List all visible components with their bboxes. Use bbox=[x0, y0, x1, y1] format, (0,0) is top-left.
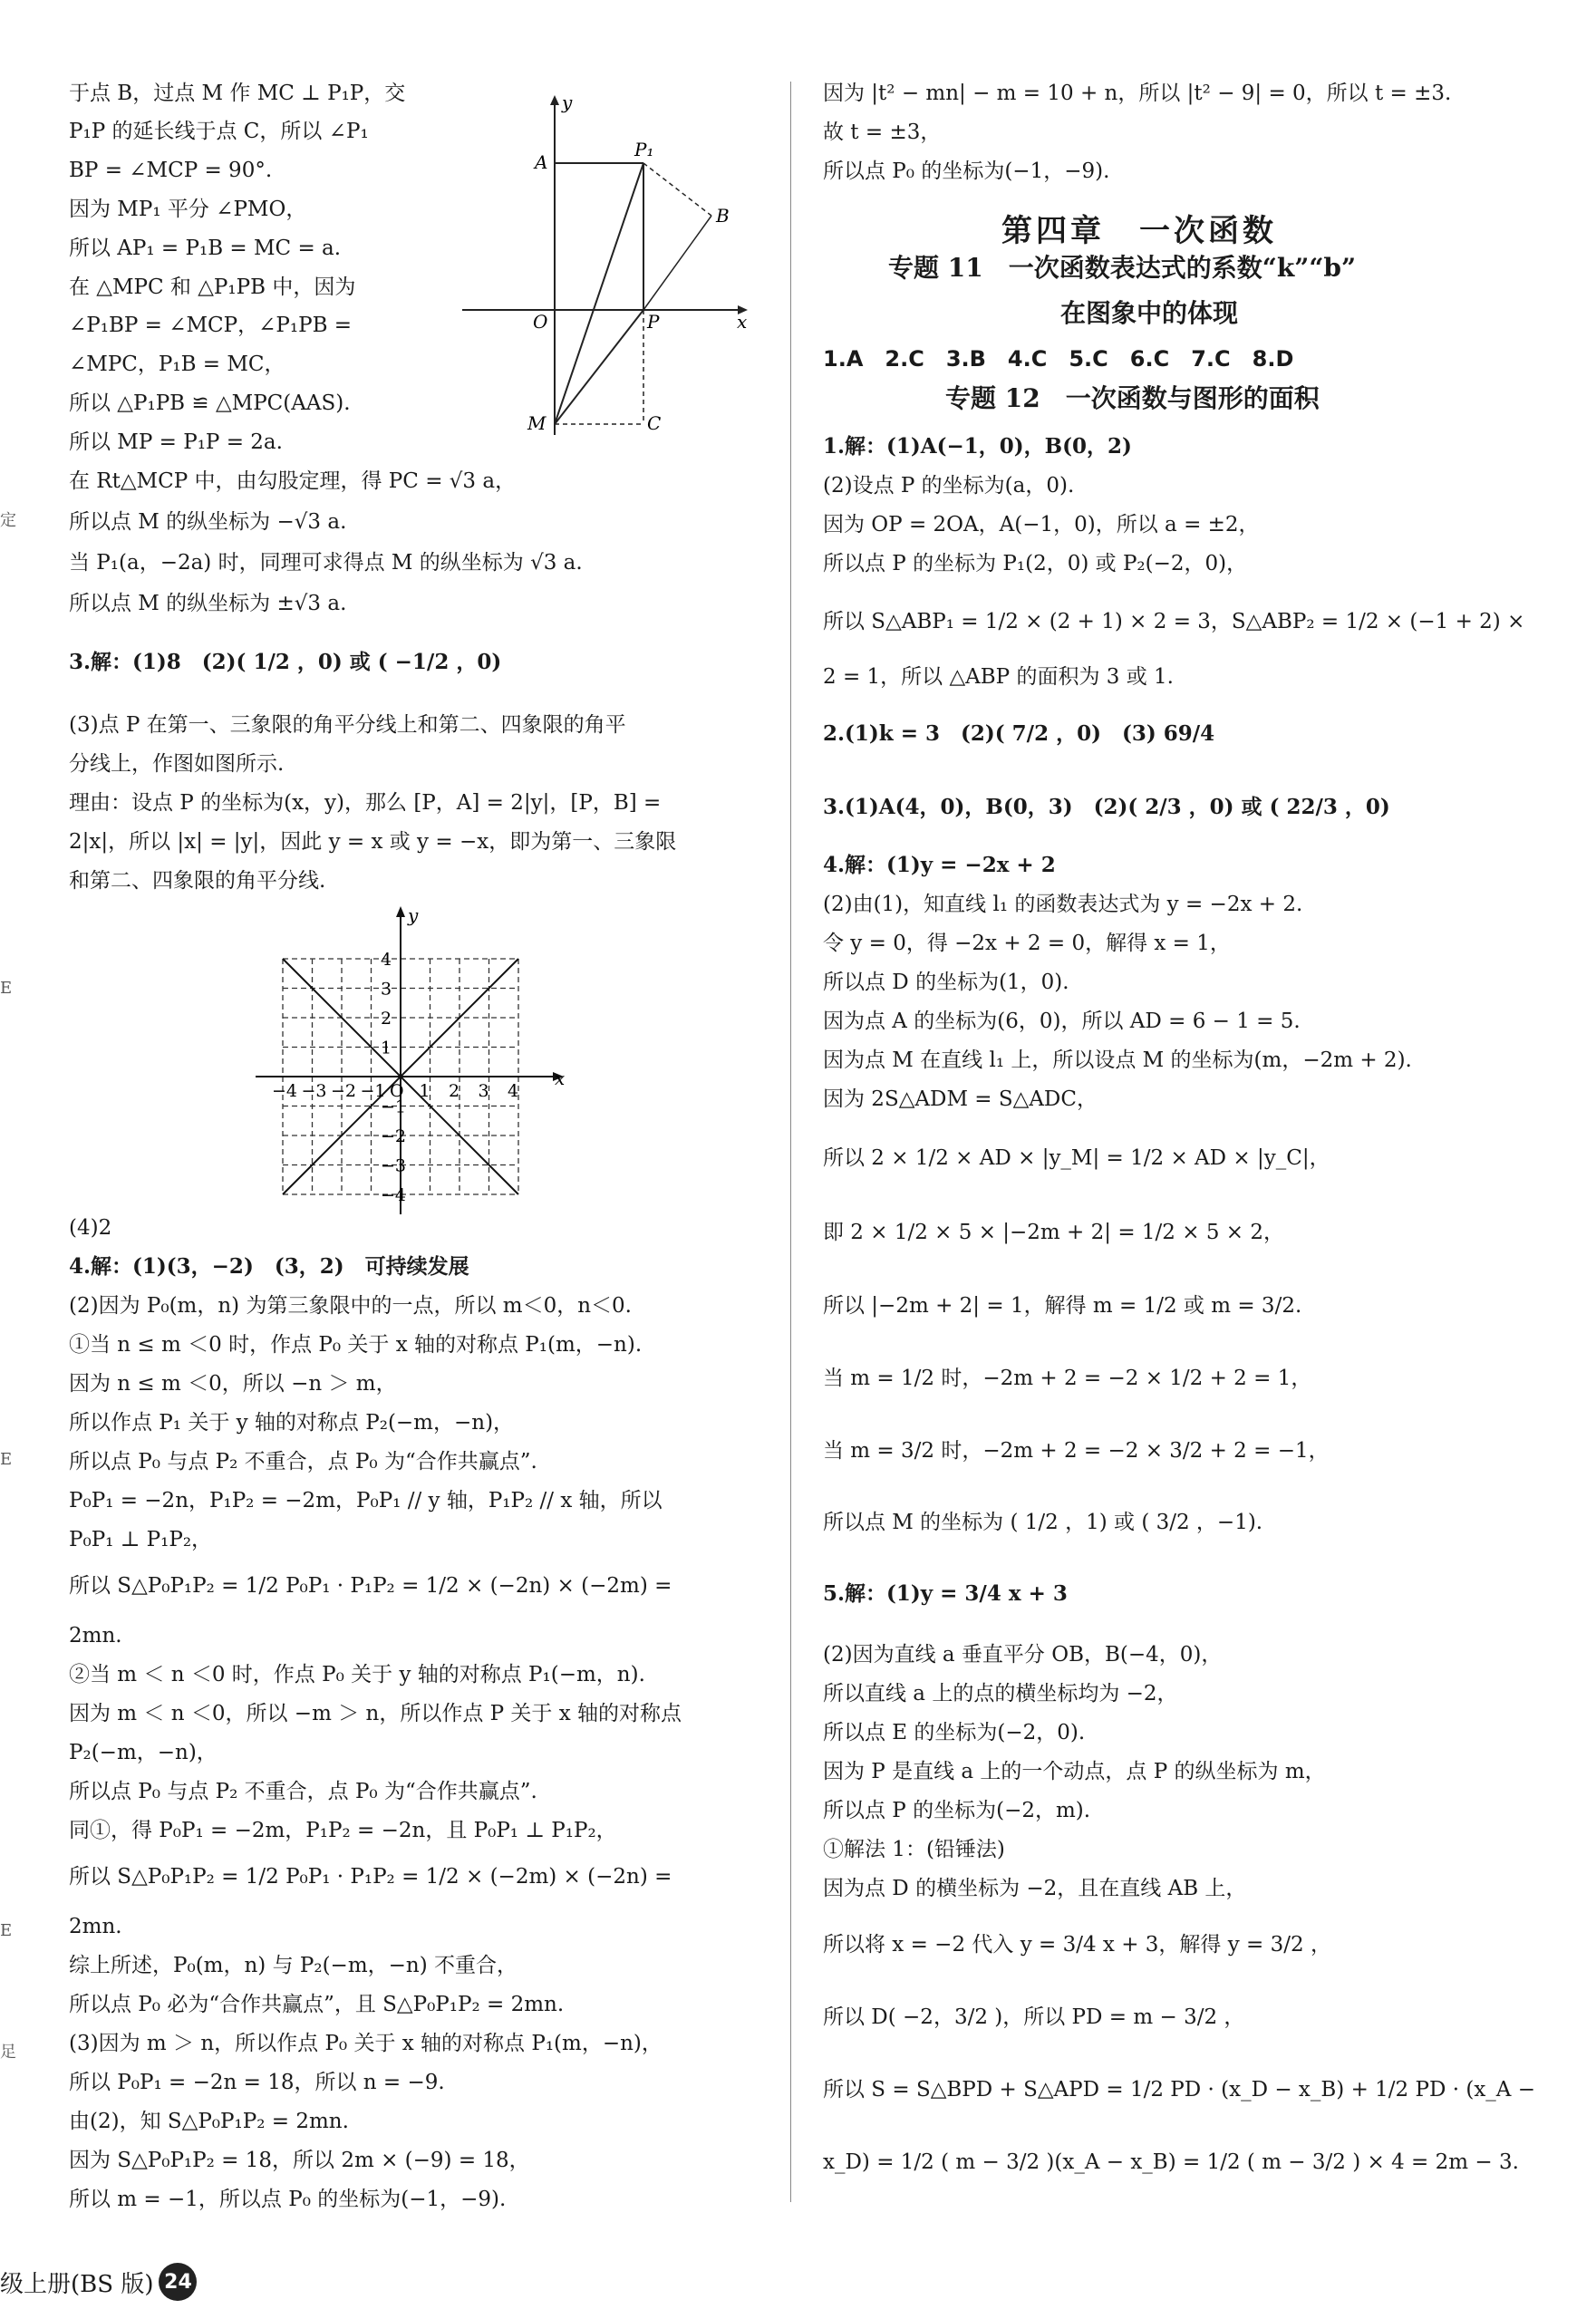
right-line: 所以点 P 的坐标为(−2，m). bbox=[823, 1799, 1091, 1822]
right-line: 所以点 E 的坐标为(−2，0). bbox=[823, 1721, 1086, 1744]
right-line: 所以点 D 的坐标为(1，0). bbox=[823, 971, 1069, 994]
left-line: 2|x|，所以 |x| = |y|，因此 y = x 或 y = −x，即为第一、三象限 bbox=[69, 830, 677, 854]
coordinate-grid-figure bbox=[245, 902, 571, 1223]
right-line: 所以 |−2m + 2| = 1，解得 m = 1/2 或 m = 3/2. bbox=[823, 1294, 1302, 1318]
left-line: (4)2 bbox=[69, 1216, 112, 1240]
margin-char: E bbox=[0, 1450, 13, 1469]
fig1-label-x: x bbox=[737, 311, 748, 333]
x-tick-label: 1 bbox=[419, 1081, 430, 1101]
column-divider bbox=[790, 82, 791, 2202]
left-line: 由(2)，知 S△P₀P₁P₂ = 2mn. bbox=[69, 2110, 349, 2133]
left-line: 所以点 P₀ 与点 P₂ 不重合，点 P₀ 为“合作共赢点”. bbox=[69, 1450, 537, 1474]
right-line: 2 = 1，所以 △ABP 的面积为 3 或 1. bbox=[823, 665, 1174, 689]
left-line: 因为 MP₁ 平分 ∠PMO， bbox=[69, 198, 307, 221]
fig2-x-label: x bbox=[555, 1068, 566, 1089]
left-line: 因为 m ＜ n ＜0，所以 −m ＞ n，所以作点 P 关于 x 轴的对称点 bbox=[69, 1702, 682, 1725]
left-line: ∠P₁BP = ∠MCP，∠P₁PB = bbox=[69, 314, 353, 337]
y-tick-label: 4 bbox=[381, 950, 392, 970]
fig1-label-O: O bbox=[533, 311, 548, 333]
x-tick-label: 2 bbox=[449, 1081, 460, 1101]
x-tick-label: −1 bbox=[360, 1081, 386, 1101]
fig1-label-P1: P₁ bbox=[634, 139, 654, 160]
page-number-badge: 24 bbox=[159, 2263, 197, 2301]
right-line: ①解法 1：(铅锤法) bbox=[823, 1838, 1005, 1861]
left-line: 所以点 P₀ 与点 P₂ 不重合，点 P₀ 为“合作共赢点”. bbox=[69, 1780, 537, 1803]
right-line: 所以 S = S△BPD + S△APD = 1/2 PD · (x_D − x_B) + 1/2 PD · (x_A − bbox=[823, 2078, 1535, 2102]
left-line: 于点 B，过点 M 作 MC ⊥ P₁P，交 bbox=[69, 82, 406, 105]
left-line: 分线上，作图如图所示. bbox=[69, 752, 285, 776]
left-line: P₀P₁ = −2n，P₁P₂ = −2m，P₀P₁ // y 轴，P₁P₂ // x 轴，所以 bbox=[69, 1489, 663, 1512]
left-line: 所以 S△P₀P₁P₂ = 1/2 P₀P₁ · P₁P₂ = 1/2 × (−2m) × (−2n) = bbox=[69, 1865, 672, 1889]
left-line: 理由：设点 P 的坐标为(x，y)，那么 [P，A] = 2|y|，[P，B] = bbox=[69, 791, 662, 815]
right-line: (2)设点 P 的坐标为(a，0). bbox=[823, 474, 1075, 498]
left-line: 在 Rt△MCP 中，由勾股定理，得 PC = √3 a， bbox=[69, 469, 517, 493]
right-line: 所以点 P₀ 的坐标为(−1，−9). bbox=[823, 159, 1110, 183]
right-line: 令 y = 0，得 −2x + 2 = 0，解得 x = 1， bbox=[823, 932, 1231, 955]
left-line: 所以 P₀P₁ = −2n = 18，所以 n = −9. bbox=[69, 2071, 445, 2094]
x-tick-label: −3 bbox=[301, 1081, 327, 1101]
right-line: 所以点 M 的坐标为 ( 1/2 ，1) 或 ( 3/2 ，−1). bbox=[823, 1511, 1263, 1534]
left-line: 2mn. bbox=[69, 1915, 122, 1938]
right-line: 5.解：(1)y = 3/4 x + 3 bbox=[823, 1581, 1068, 1606]
x-tick-label: −4 bbox=[272, 1081, 298, 1101]
fig1-label-P: P bbox=[647, 311, 660, 333]
left-line: 综上所述，P₀(m，n) 与 P₂(−m，−n) 不重合， bbox=[69, 1954, 518, 1977]
right-line: 专题 11 一次函数表达式的系数“k”“b” bbox=[888, 253, 1357, 283]
left-line: 和第二、四象限的角平分线. bbox=[69, 869, 326, 893]
right-line: 因为 |t² − mn| − m = 10 + n，所以 |t² − 9| = 0，所以 t = ±3. bbox=[823, 82, 1452, 105]
left-line: 所以 AP₁ = P₁B = MC = a. bbox=[69, 237, 342, 260]
right-line: 所以直线 a 上的点的横坐标均为 −2， bbox=[823, 1682, 1178, 1705]
margin-char: E bbox=[0, 979, 13, 998]
fig1-label-A: A bbox=[535, 151, 548, 173]
left-line: 所以 MP = P₁P = 2a. bbox=[69, 430, 283, 454]
left-line: P₂(−m，−n)， bbox=[69, 1741, 218, 1764]
right-line: (2)因为直线 a 垂直平分 OB，B(−4，0)， bbox=[823, 1643, 1223, 1667]
right-line: 所以 2 × 1/2 × AD × |y_M| = 1/2 × AD × |y_C|， bbox=[823, 1146, 1330, 1170]
left-line: 所以点 M 的纵坐标为 ±√3 a. bbox=[69, 592, 347, 615]
left-line: ②当 m ＜ n ＜0 时，作点 P₀ 关于 y 轴的对称点 P₁(−m，n). bbox=[69, 1663, 645, 1686]
right-line: 3.(1)A(4，0)，B(0，3) (2)( 2/3 ，0) 或 ( 22/3 ，0) bbox=[823, 795, 1390, 819]
fig1-label-C: C bbox=[647, 412, 662, 434]
left-line: 所以作点 P₁ 关于 y 轴的对称点 P₂(−m，−n)， bbox=[69, 1411, 515, 1435]
right-line: x_D) = 1/2 ( m − 3/2 )(x_A − x_B) = 1/2 ( m − 3/2 ) × 4 = 2m − 3. bbox=[823, 2150, 1519, 2174]
y-tick-label: 3 bbox=[381, 979, 392, 1000]
y-tick-label: 1 bbox=[381, 1038, 392, 1058]
left-line: 因为 n ≤ m ＜0，所以 −n ＞ m， bbox=[69, 1372, 397, 1396]
left-line: 所以点 P₀ 必为“合作共赢点”，且 S△P₀P₁P₂ = 2mn. bbox=[69, 1993, 565, 2016]
x-tick-label: 4 bbox=[508, 1081, 519, 1101]
left-line: 在 △MPC 和 △P₁PB 中，因为 bbox=[69, 275, 356, 299]
left-line: 所以点 M 的纵坐标为 −√3 a. bbox=[69, 510, 347, 534]
right-line: 2.(1)k = 3 (2)( 7/2 ，0) (3) 69/4 bbox=[823, 721, 1215, 746]
page-footer bbox=[0, 2263, 197, 2301]
x-tick-label: 3 bbox=[478, 1081, 489, 1101]
right-line: 所以 S△ABP₁ = 1/2 × (2 + 1) × 2 = 3，S△ABP₂ = 1/2 × (−1 + 2) × bbox=[823, 610, 1525, 633]
left-line: ∠MPC，P₁B = MC， bbox=[69, 353, 285, 376]
fig1-label-M: M bbox=[527, 412, 547, 434]
y-tick-label: −4 bbox=[381, 1185, 407, 1205]
left-line: (2)因为 P₀(m，n) 为第三象限中的一点，所以 m＜0，n＜0. bbox=[69, 1294, 632, 1318]
left-line: ①当 n ≤ m ＜0 时，作点 P₀ 关于 x 轴的对称点 P₁(m，−n). bbox=[69, 1333, 643, 1357]
right-line: 因为点 M 在直线 l₁ 上，所以设点 M 的坐标为(m，−2m + 2). bbox=[823, 1048, 1412, 1072]
right-line: 当 m = 1/2 时，−2m + 2 = −2 × 1/2 + 2 = 1， bbox=[823, 1367, 1312, 1390]
fig1-label-y: y bbox=[562, 92, 573, 113]
right-line: 即 2 × 1/2 × 5 × |−2m + 2| = 1/2 × 5 × 2， bbox=[823, 1221, 1284, 1244]
right-line: 所以 D( −2，3/2 )，所以 PD = m − 3/2 ， bbox=[823, 2005, 1245, 2029]
right-line: 因为点 D 的横坐标为 −2，且在直线 AB 上， bbox=[823, 1877, 1247, 1900]
left-line: 4.解：(1)(3，−2) (3，2) 可持续发展 bbox=[69, 1254, 469, 1279]
y-tick-label: −2 bbox=[381, 1126, 407, 1146]
margin-char: 足 bbox=[0, 2043, 16, 2062]
margin-char: 定 bbox=[0, 511, 16, 530]
chapter-title: 第四章 一次函数 bbox=[1001, 213, 1277, 249]
right-line: 所以将 x = −2 代入 y = 3/4 x + 3，解得 y = 3/2 ， bbox=[823, 1933, 1331, 1957]
left-line: P₀P₁ ⊥ P₁P₂， bbox=[69, 1528, 213, 1551]
y-tick-label: −3 bbox=[381, 1155, 407, 1176]
right-line: 因为 P 是直线 a 上的一个动点，点 P 的纵坐标为 m， bbox=[823, 1760, 1326, 1783]
right-line: 所以点 P 的坐标为 P₁(2，0) 或 P₂(−2，0)， bbox=[823, 552, 1248, 575]
left-line: 所以 m = −1，所以点 P₀ 的坐标为(−1，−9). bbox=[69, 2188, 507, 2211]
right-line: 在图象中的体现 bbox=[1060, 298, 1239, 328]
right-line: 1.解：(1)A(−1，0)，B(0，2) bbox=[823, 434, 1132, 459]
left-line: 所以 △P₁PB ≌ △MPC(AAS). bbox=[69, 391, 351, 415]
right-line: (2)由(1)，知直线 l₁ 的函数表达式为 y = −2x + 2. bbox=[823, 893, 1303, 916]
x-tick-label: O bbox=[390, 1081, 404, 1101]
right-line: 4.解：(1)y = −2x + 2 bbox=[823, 853, 1056, 877]
left-line: 所以 S△P₀P₁P₂ = 1/2 P₀P₁ · P₁P₂ = 1/2 × (−2n) × (−2m) = bbox=[69, 1574, 672, 1598]
geometry-figure bbox=[453, 91, 761, 444]
footer-text: 级上册(BS 版) bbox=[0, 2270, 154, 2298]
right-line: 因为点 A 的坐标为(6，0)，所以 AD = 6 − 1 = 5. bbox=[823, 1010, 1301, 1033]
right-line: 专题 12 一次函数与图形的面积 bbox=[945, 383, 1320, 413]
left-margin-strip bbox=[0, 0, 16, 2319]
left-line: 同①，得 P₀P₁ = −2m，P₁P₂ = −2n，且 P₀P₁ ⊥ P₁P₂， bbox=[69, 1819, 617, 1842]
right-line: 因为 2S△ADM = S△ADC， bbox=[823, 1087, 1098, 1111]
margin-char: E bbox=[0, 1921, 13, 1940]
left-line: (3)因为 m ＞ n，所以作点 P₀ 关于 x 轴的对称点 P₁(m，−n)， bbox=[69, 2032, 663, 2055]
left-line: 因为 S△P₀P₁P₂ = 18，所以 2m × (−9) = 18， bbox=[69, 2149, 530, 2172]
right-line: 故 t = ±3， bbox=[823, 121, 942, 144]
left-line: (3)点 P 在第一、三象限的角平分线上和第二、四象限的角平 bbox=[69, 713, 626, 737]
x-tick-label: −2 bbox=[331, 1081, 357, 1101]
y-tick-label: 2 bbox=[381, 1009, 392, 1029]
y-tick-label: −1 bbox=[381, 1097, 407, 1117]
right-line: 当 m = 3/2 时，−2m + 2 = −2 × 3/2 + 2 = −1， bbox=[823, 1439, 1330, 1463]
right-line: 1.A 2.C 3.B 4.C 5.C 6.C 7.C 8.D bbox=[823, 346, 1294, 372]
fig2-y-label: y bbox=[408, 904, 419, 926]
left-line: 2mn. bbox=[69, 1624, 122, 1647]
left-line: 当 P₁(a，−2a) 时，同理可求得点 M 的纵坐标为 √3 a. bbox=[69, 551, 583, 575]
left-line: 3.解：(1)8 (2)( 1/2 ，0) 或 ( −1/2 ，0) bbox=[69, 650, 502, 674]
left-line: BP = ∠MCP = 90°. bbox=[69, 159, 273, 182]
right-line: 因为 OP = 2OA，A(−1，0)，所以 a = ±2， bbox=[823, 513, 1260, 536]
fig1-label-B: B bbox=[716, 205, 730, 227]
left-line: P₁P 的延长线于点 C，所以 ∠P₁ bbox=[69, 120, 369, 143]
